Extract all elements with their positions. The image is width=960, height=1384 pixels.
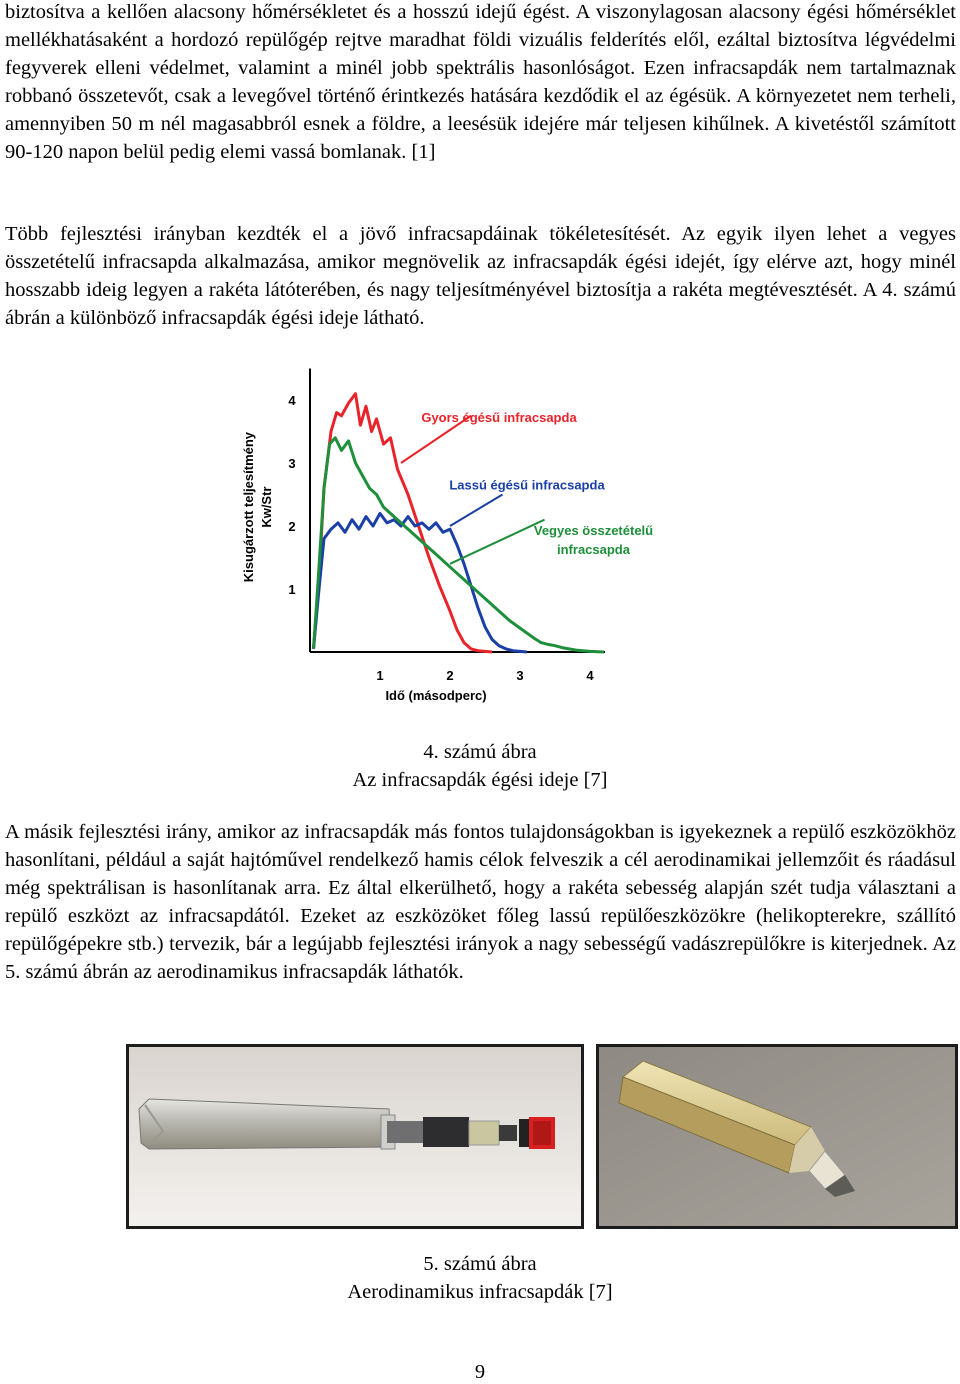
figure4-title: Az infracsapdák égési ideje [7] [352, 769, 608, 791]
series-label-3: Vegyes összetételű [533, 522, 654, 538]
y-tick-label: 4 [288, 393, 296, 408]
x-tick-label: 4 [586, 668, 594, 683]
page-number: 9 [474, 1361, 486, 1383]
paragraph-2: Több fejlesztési irányban kezdték el a jövő infracsapdáinak tökéletesítését. Az egyik ilyen lehet a vegyes összetételű infracsapda alkalmazása, amikor megnövelik az infracsapdák égési idejét, így elérve azt, hogy minél hosszabb ideig legyen a rakéta látóterében, és nagy teljesítményével biztosítja a rakéta megtévesztését. A 4. számú ábrán a különböző infracsapdák égési ideje látható. [5, 223, 956, 329]
burn-time-chart [225, 352, 745, 717]
y-tick-label: 1 [288, 582, 296, 597]
series-leader-2 [450, 495, 503, 527]
y-tick-label: 3 [288, 456, 296, 471]
aerodynamic-decoy-photo-left [126, 1044, 584, 1229]
aerodynamic-decoy-photo-right [596, 1044, 958, 1229]
y-axis-label: Kisugárzott teljesítmény [241, 431, 256, 583]
y-tick-label: 2 [288, 519, 296, 534]
x-tick-label: 2 [446, 668, 454, 683]
figure4-number: 4. számú ábra [423, 741, 537, 763]
series-label-3: infracsapda [557, 541, 630, 557]
series-label-1: Gyors égésű infracsapda [421, 410, 577, 426]
x-tick-label: 3 [516, 668, 524, 683]
paragraph-1: biztosítva a kellően alacsony hőmérsékletet és a hosszú idejű égést. A viszonylagosan alacsony égési hőmérséklet mellékhatásaként a hordozó repülőgép rejtve maradhat földi vizuális felderítés elől, ezáltal biztosítva légvédelmi fegyverek elleni védelmet, valamint a minél jobb spektrális hasonlóságot. Ezen infracsapdák nem tartalmaznak robbanó összetevőt, csak a levegővel történő érintkezés hatására kezdődik el az égésük. A környezetet nem terheli, amennyiben 50 m nél magasabbról esnek a földre, a leesésük idejére már teljesen kihűlnek. A kivetéstől számított 90-120 napon belül pedig elemi vassá bomlanak. [1] [5, 1, 956, 163]
x-axis-label: Idő (másodperc) [385, 688, 487, 703]
paragraph-3: A másik fejlesztési irány, amikor az infracsapdák más fontos tulajdonságokban is igyekeznek a repülő eszközökhöz hasonlítani, például a saját hajtóművel rendelkező hamis célok felveszik a cél aerodinamikai jellemzőit és ráadásul még spektrálisan is hasonlítanak arra. Ez által elkerülhető, hogy a rakéta sebesség alapján szét tudja választani a repülő eszközt az infracsapdától. Ezeket az eszközöket főleg lassú repülőeszközökre (helikopterekre, szállító repülőgépekre stb.) tervezik, bár a legújabb fejlesztési irányok a nagy sebességű vadászrepülőkre is kiterjednek. Az 5. számú ábrán az aerodinamikus infracsapdák láthatók. [5, 821, 956, 983]
figure5-number: 5. számú ábra [423, 1253, 537, 1275]
series-leader-3 [450, 520, 545, 564]
figure5-title: Aerodinamikus infracsapdák [7] [347, 1281, 613, 1303]
series-label-2: Lassú égésű infracsapda [449, 477, 605, 493]
x-tick-label: 1 [376, 668, 384, 683]
y-axis-unit-label: Kw/Str [259, 486, 274, 528]
